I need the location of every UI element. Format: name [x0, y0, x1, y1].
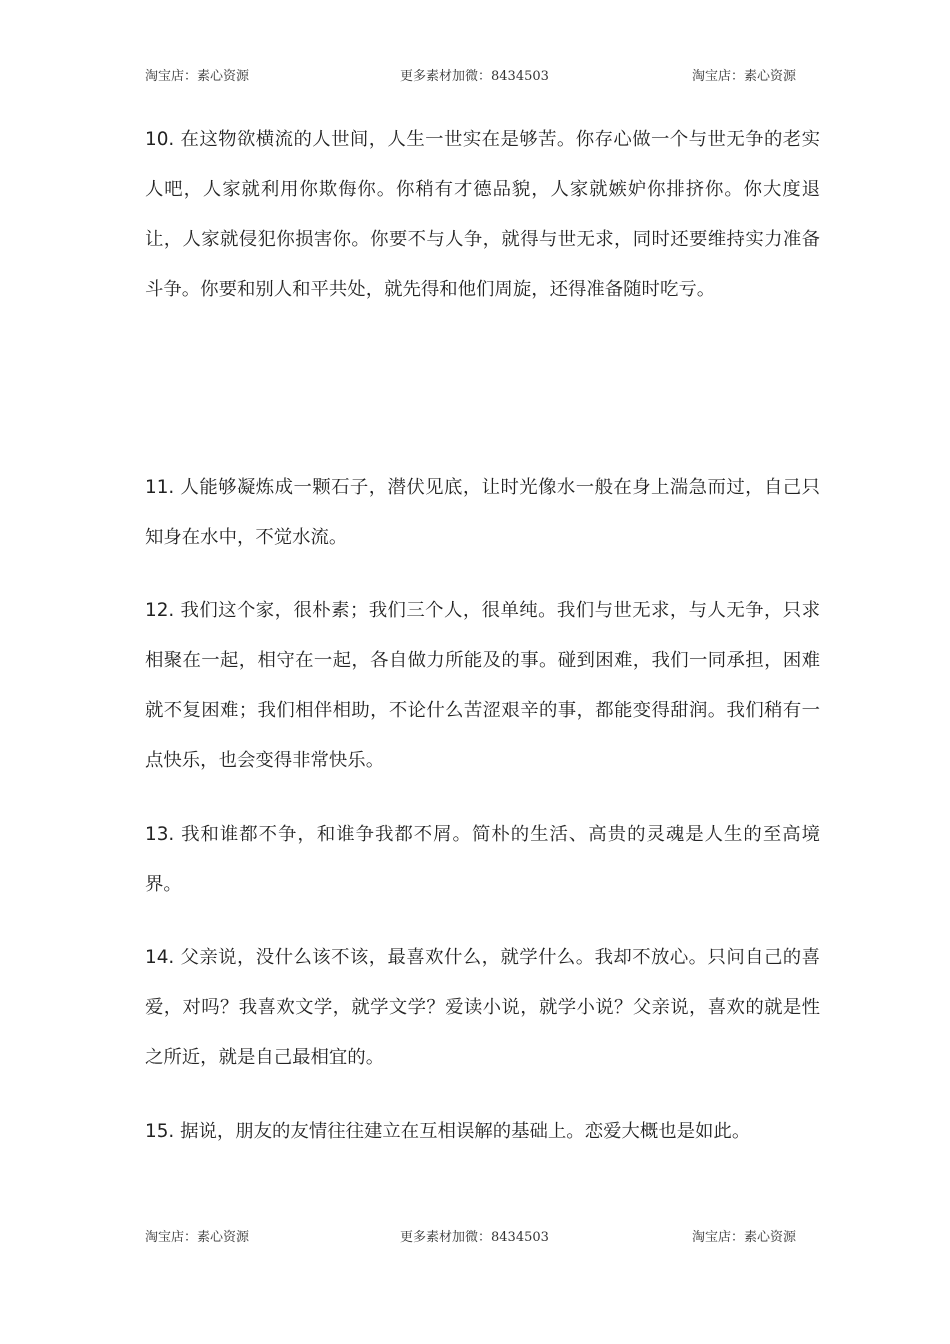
quote-paragraph-11: 11. 人能够凝炼成一颗石子，潜伏见底，让时光像水一般在身上湍急而过，自己只知身在水中，不觉水流。 [145, 477, 820, 548]
footer-contact: 更多素材加微：8434503 [400, 1230, 549, 1245]
header-shop-left: 淘宝店：素心资源 [145, 69, 250, 84]
quote-paragraph-12: 12. 我们这个家，很朴素；我们三个人，很单纯。我们与世无求，与人无争，只求相聚在一起，相守在一起，各自做力所能及的事。碰到困难，我们一同承担，困难就不复困难；我们相伴相助，不论什么苦涩艰辛的事，都能变得甜润。我们稍有一点快乐，也会变得非常快乐。 [145, 600, 820, 771]
quote-paragraph-10: 10. 在这物欲横流的人世间，人生一世实在是够苦。你存心做一个与世无争的老实人吧，人家就利用你欺侮你。你稍有才德品貌，人家就嫉妒你排挤你。你大度退让，人家就侵犯你损害你。你要不与人争，就得与世无求，同时还要维持实力准备斗争。你要和别人和平共处，就先得和他们周旋，还得准备随时吃亏。 [145, 129, 820, 300]
page-footer [0, 1228, 950, 1248]
quote-paragraph-14: 14. 父亲说，没什么该不该，最喜欢什么，就学什么。我却不放心。只问自己的喜爱，对吗？我喜欢文学，就学文学？爱读小说，就学小说？父亲说，喜欢的就是性之所近，就是自己最相宜的。 [145, 947, 820, 1068]
header-contact: 更多素材加微：8434503 [400, 69, 549, 84]
footer-shop-left: 淘宝店：素心资源 [145, 1230, 250, 1245]
footer-shop-right: 淘宝店：素心资源 [692, 1230, 797, 1245]
header-shop-right: 淘宝店：素心资源 [692, 69, 797, 84]
quote-paragraph-13: 13. 我和谁都不争，和谁争我都不屑。简朴的生活、高贵的灵魂是人生的至高境界。 [145, 824, 820, 895]
page-header [0, 67, 950, 87]
quote-paragraph-15: 15. 据说，朋友的友情往往建立在互相误解的基础上。恋爱大概也是如此。 [145, 1121, 751, 1142]
